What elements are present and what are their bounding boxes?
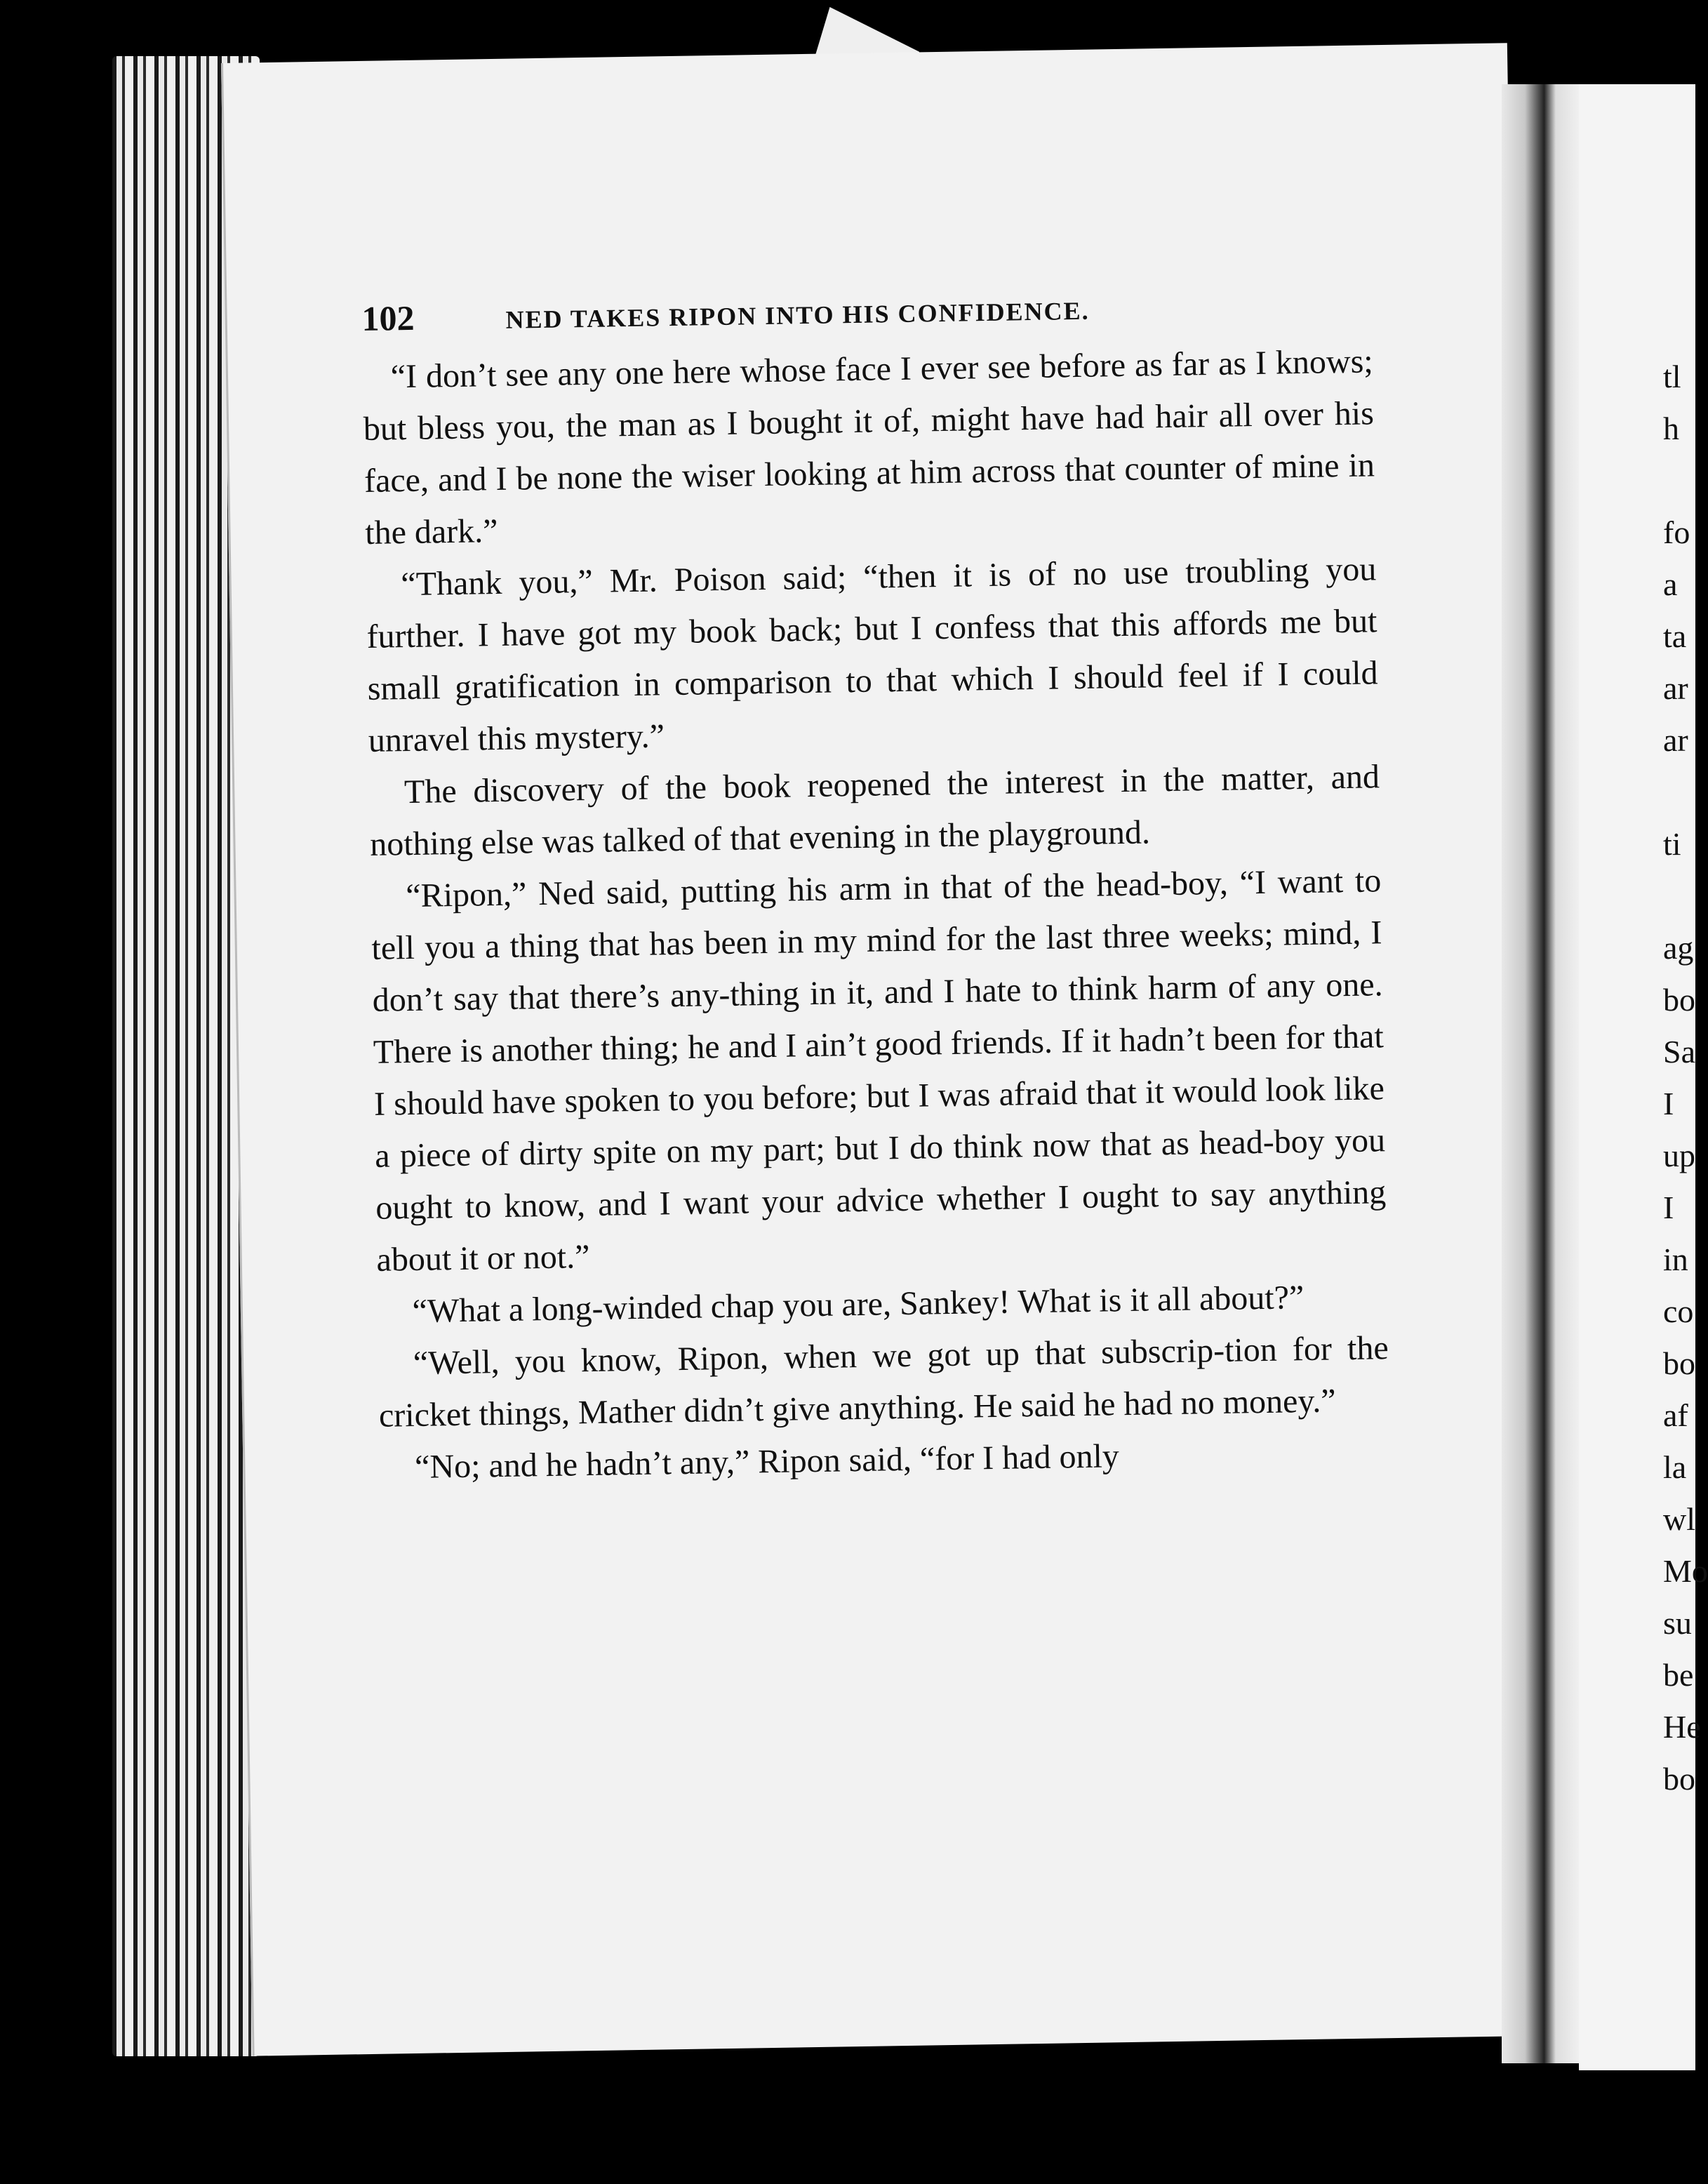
facing-line: ar bbox=[1663, 722, 1688, 758]
facing-line: ta bbox=[1663, 618, 1687, 654]
paragraph: “Thank you,” Mr. Poison said; “then it is of no use troubling you further. I have got my book back; but I confess that this affords me but small gratification in comparison to that which I should feel if I could unravel this mystery.” bbox=[366, 550, 1378, 759]
book-gutter bbox=[1502, 84, 1579, 2063]
facing-line: ag bbox=[1663, 930, 1694, 966]
facing-line: I bbox=[1663, 1190, 1674, 1225]
facing-line: af bbox=[1663, 1397, 1688, 1433]
paragraph: The discovery of the book reopened the interest in the matter, and nothing else was talked of that evening in the playground. bbox=[369, 758, 1380, 863]
facing-line: bo bbox=[1663, 1761, 1695, 1797]
facing-line: tl bbox=[1663, 359, 1681, 394]
facing-line: bo bbox=[1663, 1345, 1695, 1381]
facing-line: He bbox=[1663, 1709, 1701, 1745]
facing-line: h bbox=[1663, 411, 1679, 446]
facing-page-text bbox=[1663, 351, 1708, 1805]
facing-line: fo bbox=[1663, 514, 1690, 550]
paragraph: “No; and he hadn’t any,” Ripon said, “for I had only bbox=[414, 1437, 1120, 1486]
facing-line: ti bbox=[1663, 826, 1681, 862]
facing-line-gap bbox=[1663, 455, 1695, 507]
facing-line: in bbox=[1663, 1241, 1688, 1277]
paragraph: “Well, you know, Ripon, when we got up that subscrip-tion for the cricket things, Mather didn’t give anything. He said he had no money.” bbox=[378, 1329, 1389, 1434]
running-head: NED TAKES RIPON INTO HIS CONFIDENCE. bbox=[505, 296, 1090, 334]
facing-line: Mo bbox=[1663, 1553, 1708, 1589]
facing-line: a bbox=[1663, 566, 1678, 602]
paragraph: “What a long-winded chap you are, Sankey! What is it all about?” bbox=[412, 1279, 1305, 1331]
facing-line: la bbox=[1663, 1449, 1687, 1485]
facing-line: up bbox=[1663, 1138, 1695, 1173]
facing-line: Sa bbox=[1663, 1034, 1695, 1070]
page-number: 102 bbox=[361, 298, 415, 338]
page-content bbox=[361, 282, 1391, 1493]
facing-line: ar bbox=[1663, 670, 1688, 706]
facing-line: su bbox=[1663, 1605, 1692, 1641]
facing-line: be bbox=[1663, 1657, 1694, 1693]
body-text bbox=[362, 335, 1390, 1493]
facing-line: bo bbox=[1663, 982, 1695, 1018]
paragraph: “I don’t see any one here whose face I ever see before as far as I knows; but bless you, the man as I bought it of, might have had hair all over his face, and I be none the wiser looking at him across that counter of mine in the dark.” bbox=[363, 342, 1375, 552]
facing-line: I bbox=[1663, 1086, 1674, 1121]
facing-line-gap bbox=[1663, 766, 1695, 818]
facing-line: wl bbox=[1663, 1501, 1695, 1537]
paragraph: “Ripon,” Ned said, putting his arm in that of the head-boy, “I want to tell you a thing that has been in my mind for the last three weeks; mind, I don’t say that there’s any-thing in it, and I hate to think harm of any one. There is another thing; he and I ain’t good friends. If it hadn’t been for that I should have spoken to you before; but I was afraid that it would look like a piece of dirty spite on my part; but I do think now that as head-boy you ought to know, and I want your advice whether I ought to say anything about it or not.” bbox=[371, 862, 1387, 1279]
facing-line: co bbox=[1663, 1293, 1694, 1329]
facing-line-gap bbox=[1663, 870, 1695, 922]
